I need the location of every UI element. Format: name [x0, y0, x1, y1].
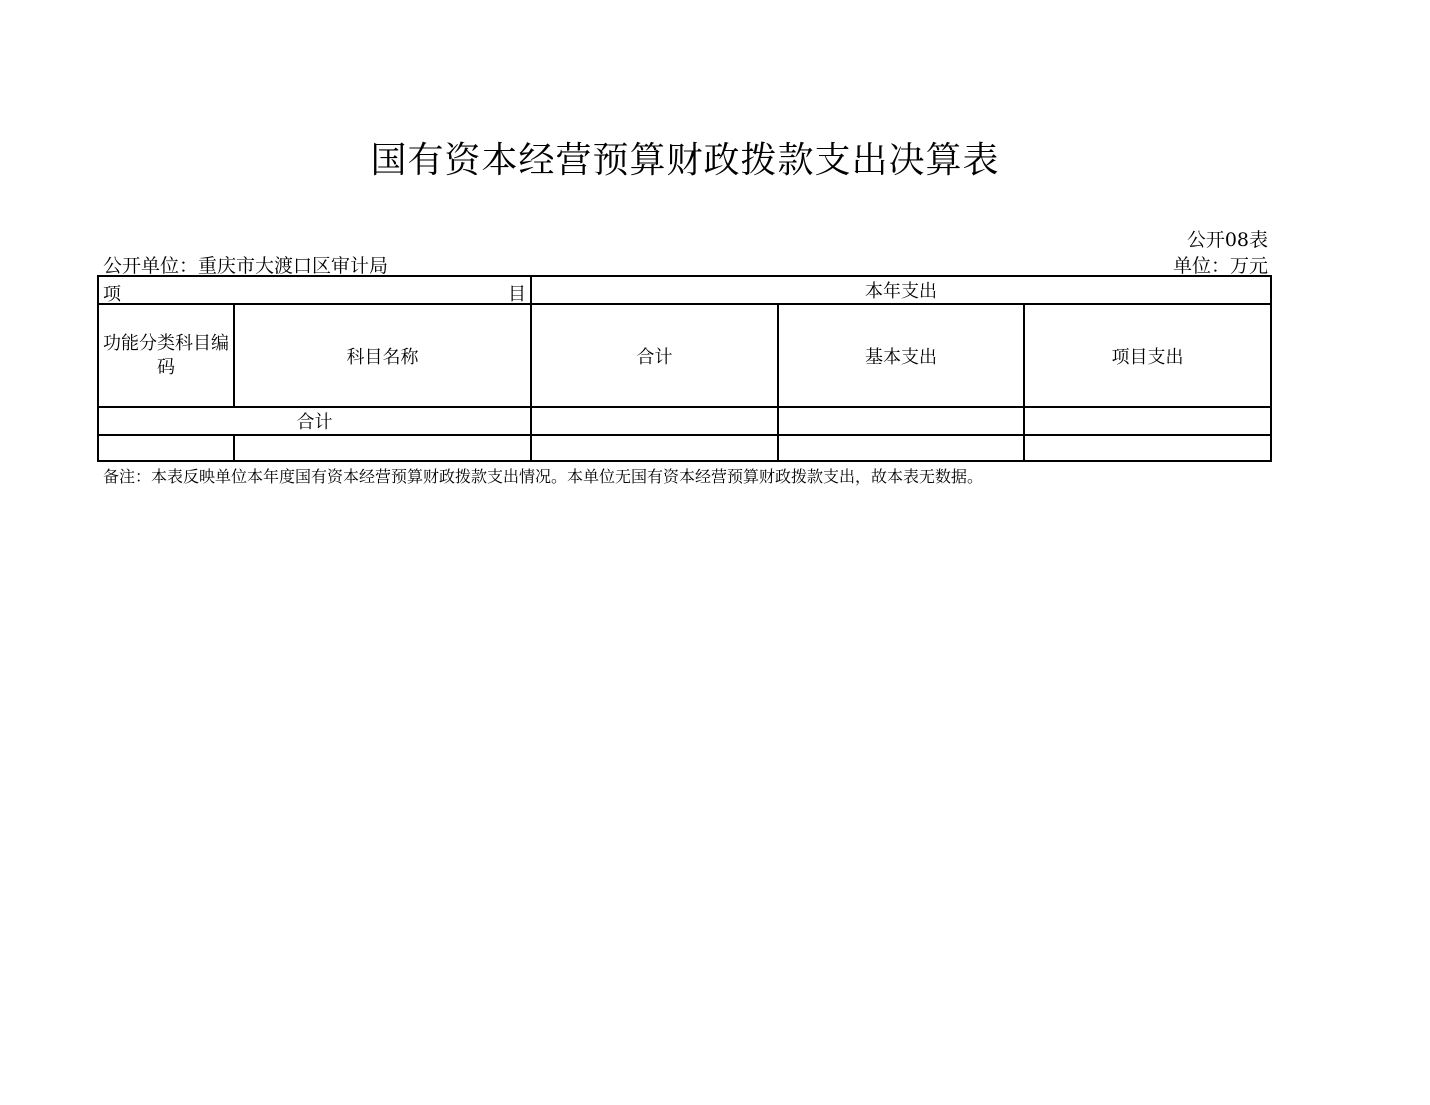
currency-unit: 单位：万元 — [1172, 255, 1268, 277]
empty-name-cell — [234, 435, 531, 461]
header-row-2 — [98, 304, 1271, 407]
total-row-basic-cell — [778, 407, 1024, 435]
item-header-left: 项 — [103, 284, 121, 305]
empty-total-cell — [531, 435, 778, 461]
total-row — [98, 407, 1271, 435]
empty-basic-cell — [778, 435, 1024, 461]
form-number: 公开08表 — [1186, 229, 1268, 251]
empty-code-cell — [98, 435, 234, 461]
code-column-header: 功能分类科目编码 — [98, 304, 234, 407]
project-column-header: 项目支出 — [1024, 304, 1271, 407]
remark-note: 备注：本表反映单位本年度国有资本经营预算财政拨款支出情况。本单位无国有资本经营预算财政拨款支出，故本表无数据。 — [103, 467, 984, 486]
name-column-header: 科目名称 — [234, 304, 531, 407]
header-row-1 — [98, 276, 1271, 304]
empty-project-cell — [1024, 435, 1271, 461]
expenditure-table — [97, 275, 1272, 462]
page-title: 国有资本经营预算财政拨款支出决算表 — [370, 140, 1000, 181]
total-column-header: 合计 — [531, 304, 778, 407]
year-expense-header: 本年支出 — [531, 276, 1271, 304]
total-row-total-cell — [531, 407, 778, 435]
item-header-cell — [98, 276, 531, 304]
item-header-right: 目 — [508, 284, 526, 305]
empty-data-row — [98, 435, 1271, 461]
total-row-project-cell — [1024, 407, 1271, 435]
basic-column-header: 基本支出 — [778, 304, 1024, 407]
reporting-unit: 公开单位：重庆市大渡口区审计局 — [103, 255, 389, 277]
total-row-label: 合计 — [98, 407, 531, 435]
